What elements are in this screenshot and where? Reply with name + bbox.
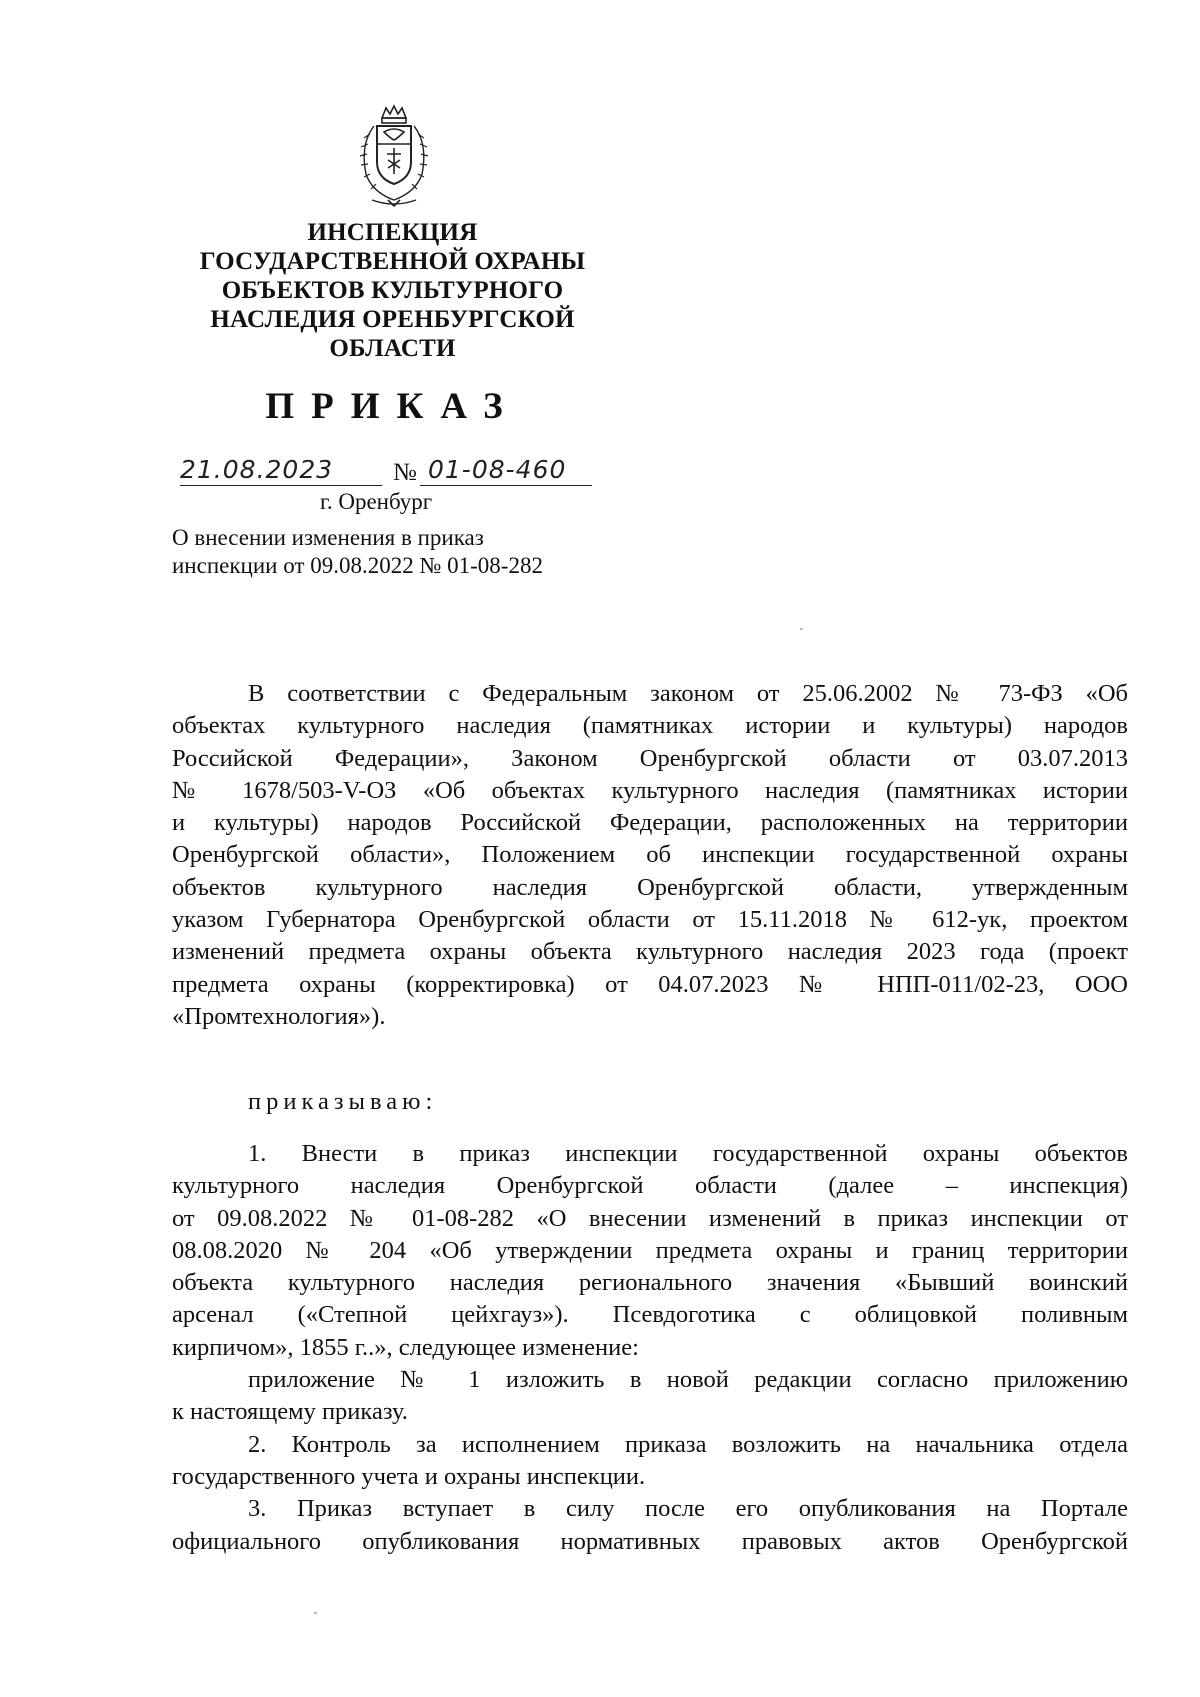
org-line: ИНСПЕКЦИЯ [307, 219, 478, 246]
text-line: государственного учета и охраны инспекции. [172, 1462, 646, 1490]
text-line: указом Губернатора Оренбургской области от 15.11.2018 № 612-ук, проектом [172, 906, 1128, 934]
text-line: № 1678/503-V-ОЗ «Об объектах культурного наследия (памятниках истории [172, 776, 1128, 804]
text-line: «Промтехнология»). [172, 1002, 386, 1030]
text-line: Оренбургской области», Положением об инспекции государственной охраны [172, 841, 1128, 869]
org-line: ОБЪЕКТОВ КУЛЬТУРНОГО [221, 277, 564, 304]
number-sign: № [393, 459, 417, 486]
organization-name [170, 218, 615, 363]
text-line: 08.08.2020 № 204 «Об утверждении предмета охраны и границ территории [172, 1236, 1128, 1264]
text-line: от 09.08.2022 № 01-08-282 «О внесении изменений в приказ инспекции от [172, 1204, 1128, 1232]
handwritten-number: 01-08-460 [428, 455, 567, 484]
text-line: 3. Приказ вступает в силу после его опубликования на Портале [248, 1495, 1128, 1523]
org-line: ГОСУДАРСТВЕННОЙ ОХРАНЫ [199, 248, 586, 275]
subject-line: О внесении изменения в приказ [172, 525, 484, 550]
date-underline [180, 485, 382, 486]
text-line: официального опубликования нормативных правовых актов Оренбургской [172, 1527, 1128, 1555]
handwritten-date: 21.08.2023 [180, 455, 334, 484]
order-word: приказываю: [248, 1088, 438, 1115]
text-line: предмета охраны (корректировка) от 04.07.2023 № НПП-011/02-23, ООО [172, 970, 1128, 998]
text-line: 1. Внести в приказ инспекции государственной охраны объектов [248, 1140, 1128, 1167]
text-line: В соответствии с Федеральным законом от 25.06.2002 № 73-ФЗ «Об [248, 680, 1128, 707]
scan-speck [800, 628, 803, 630]
text-line: объекта культурного наследия регионального значения «Бывший воинский [172, 1269, 1128, 1297]
org-line: НАСЛЕДИЯ ОРЕНБУРГСКОЙ [210, 306, 575, 333]
scan-speck [314, 1612, 317, 1614]
text-line: Российской Федерации», Законом Оренбургской области от 03.07.2013 [172, 744, 1128, 772]
document-type-title: ПРИКАЗ [265, 386, 520, 427]
text-line: культурного наследия Оренбургской области (далее – инспекция) [172, 1172, 1128, 1200]
text-line: арсенал («Степной цейхгауз»). Псевдоготика с облицовкой поливным [172, 1301, 1128, 1329]
text-line: изменений предмета охраны объекта культурного наследия 2023 года (проект [172, 938, 1128, 966]
text-line: объектах культурного наследия (памятниках истории и культуры) народов [172, 712, 1128, 740]
subject-line: инспекции от 09.08.2022 № 01-08-282 [172, 553, 543, 578]
preamble-paragraph [172, 678, 1128, 1033]
date-number-row [180, 455, 600, 489]
coat-of-arms-icon [352, 104, 436, 212]
text-line: объектов культурного наследия Оренбургской области, утвержденным [172, 873, 1128, 901]
text-line: и культуры) народов Российской Федерации, расположенных на территории [172, 809, 1128, 837]
number-underline [420, 485, 592, 486]
city-label: г. Оренбург [320, 489, 433, 514]
org-line: ОБЛАСТИ [329, 335, 456, 362]
order-items [172, 1138, 1128, 1558]
text-line: приложение № 1 изложить в новой редакции согласно приложению [248, 1366, 1128, 1394]
text-line: 2. Контроль за исполнением приказа возложить на начальника отдела [248, 1430, 1128, 1458]
order-subject [172, 524, 543, 580]
text-line: к настоящему приказу. [172, 1398, 408, 1426]
text-line: кирпичом», 1855 г..», следующее изменение: [172, 1333, 639, 1361]
